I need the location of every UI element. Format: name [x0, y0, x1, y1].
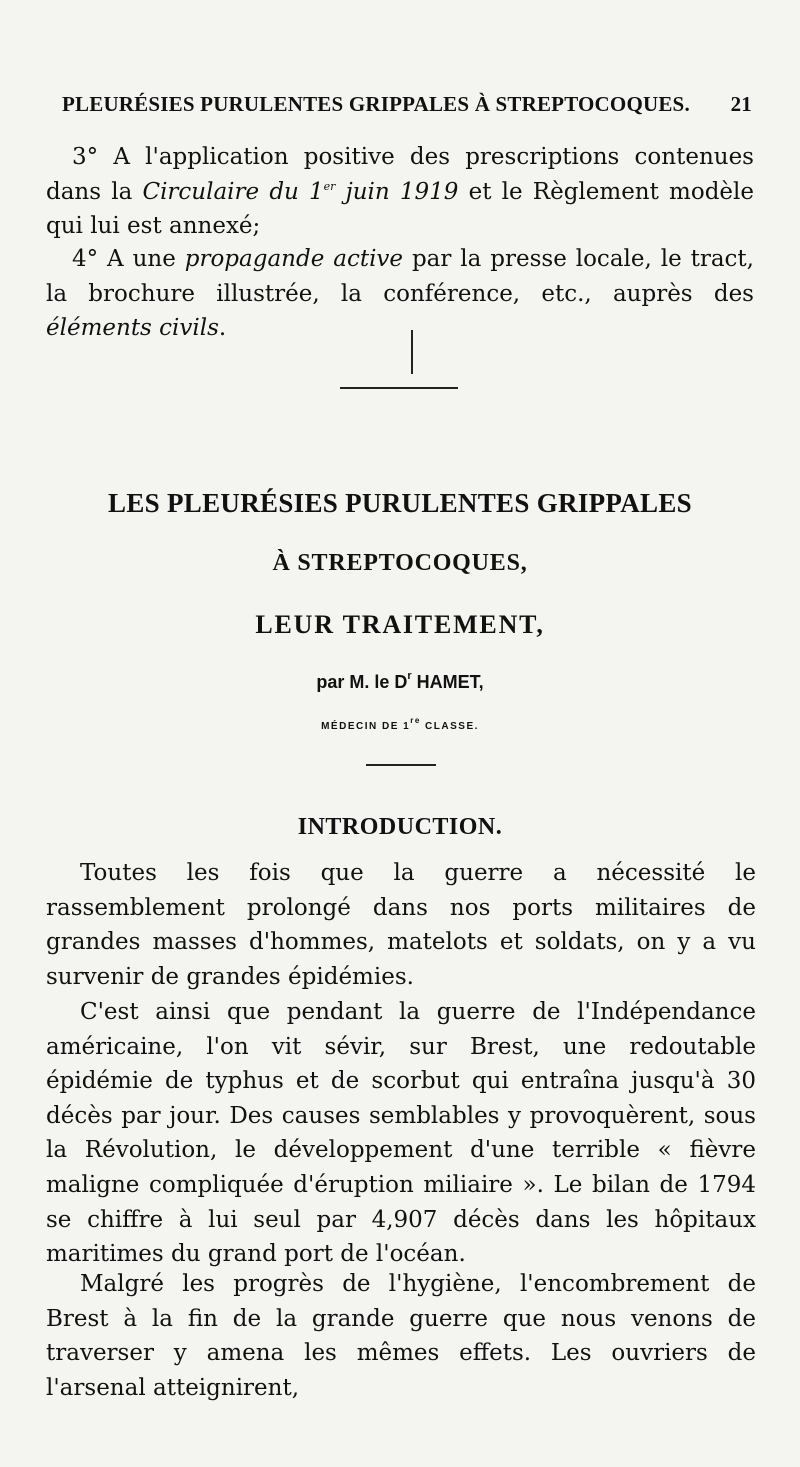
paragraph-2-text: C'est ainsi que pendant la guerre de l'Indépendance américaine, l'on vit sévir, sur Brest, une redoutable épidémie de typhus et de scorbut qui entraîna jusqu'à 30 décès par jour. Des causes semblables y provoquèrent, sous la Révolution, le développement d'une terrible « fièvre maligne compliquée d'éruption miliaire ». Le bilan de 1794 se chiffre à lui seul par 4,907 décès dans les hôpitaux maritimes du grand port de l'océan. — [46, 999, 756, 1268]
running-head — [62, 92, 752, 117]
list-item-4 — [46, 242, 754, 346]
item-4-number: 4° — [72, 246, 99, 272]
item-4-italic: propagande active — [184, 246, 404, 272]
author-rank — [0, 716, 800, 732]
paragraph-3-text: Malgré les progrès de l'hygiène, l'encombrement de Brest à la fin de la grande guerre que nous venons de traverser y amena les mêmes effets. Les ouvriers de l'arsenal atteignirent, — [46, 1271, 756, 1401]
pen-mark — [411, 330, 413, 374]
byline-prefix: par M. le D — [316, 672, 408, 692]
rank-superscript: re — [410, 716, 421, 725]
author-byline — [0, 672, 800, 693]
article-title-line-1: LES PLEURÉSIES PURULENTES GRIPPALES — [108, 488, 692, 518]
article-title-line-2: À STREPTOCOQUES, — [272, 550, 528, 576]
page-number: 21 — [730, 92, 752, 116]
item-4-period: . — [218, 315, 227, 341]
item-3-number: 3° — [72, 144, 99, 170]
section-heading: INTRODUCTION. — [297, 814, 503, 840]
section-divider-bottom — [366, 764, 436, 766]
rank-prefix: MÉDECIN DE 1 — [321, 721, 411, 732]
item-4-text: A une — [98, 246, 185, 272]
item-3-text-end: et le Règlement modèle qui lui est annexé; — [46, 178, 754, 239]
item-3-italic: Circulaire du 1 — [142, 178, 324, 205]
rank-suffix: CLASSE. — [420, 721, 479, 732]
article-title-line-3: LEUR TRAITEMENT, — [255, 610, 545, 639]
paragraph-1 — [46, 856, 756, 994]
item-3-text: A l'application positive des prescriptions contenues dans la — [46, 144, 754, 205]
running-head-title: PLEURÉSIES PURULENTES GRIPPALES À STREPTOCOQUES. — [62, 92, 690, 116]
section-divider-top — [340, 387, 458, 389]
item-3-superscript: er — [323, 179, 336, 193]
paragraph-3 — [46, 1267, 756, 1405]
item-3-italic-date: juin 1919 — [335, 178, 459, 205]
paragraph-2 — [46, 995, 756, 1272]
item-4-italic-end: éléments civils — [46, 315, 219, 341]
paragraph-1-text: Toutes les fois que la guerre a nécessité le rassemblement prolongé dans nos ports militaires de grandes masses d'hommes, matelots et soldats, on y a vu survenir de grandes épidémies. — [46, 860, 756, 990]
byline-name: HAMET, — [411, 672, 484, 692]
byline-superscript: r — [407, 670, 412, 682]
list-item-3 — [46, 140, 754, 244]
item-4-text-mid: par la presse locale, le tract, la brochure illustrée, la conférence, etc., auprès des — [46, 246, 754, 307]
